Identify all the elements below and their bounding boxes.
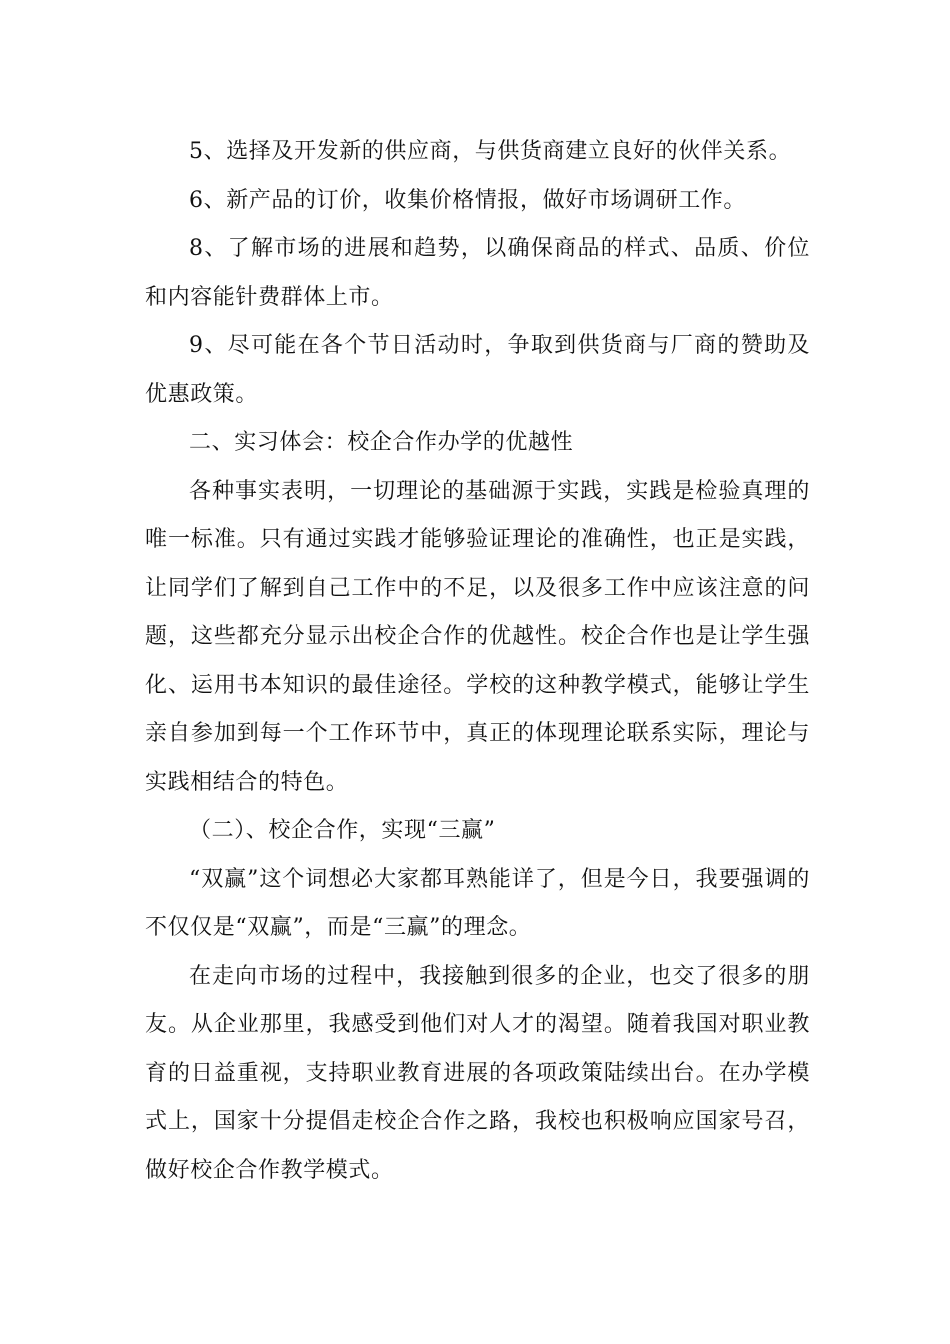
list-item-6: 6、新产品的订价，收集价格情报，做好市场调研工作。 — [189, 187, 746, 213]
document-body — [145, 128, 810, 1195]
list-item-8: 8、了解市场的进展和趋势，以确保商品的样式、品质、价位和内容能针费群体上市。 — [145, 236, 810, 310]
body-paragraph: 在走向市场的过程中，我接触到很多的企业，也交了很多的朋友。从企业那里，我感受到他们对人才的渴望。随着我国对职业教育的日益重视，支持职业教育进展的各项政策陆续出台。在办学模式上，国家十分提倡走校企合作之路，我校也积极响应国家号召，做好校企合作教学模式。 — [145, 963, 810, 1183]
body-paragraph: “双赢”这个词想必大家都耳熟能详了，但是今日，我要强调的不仅仅是“双赢”，而是“三赢”的理念。 — [145, 866, 810, 940]
list-item-9: 9、尽可能在各个节日活动时，争取到供货商与厂商的赞助及优惠政策。 — [145, 333, 810, 407]
body-paragraph: 各种事实表明，一切理论的基础源于实践，实践是检验真理的唯一标准。只有通过实践才能够验证理论的准确性，也正是实践，让同学们了解到自己工作中的不足，以及很多工作中应该注意的问题，这些都充分显示出校企合作的优越性。校企合作也是让学生强化、运用书本知识的最佳途径。学校的这种教学模式，能够让学生亲自参加到每一个工作环节中，真正的体现理论联系实际，理论与实践相结合的特色。 — [145, 478, 810, 795]
subsection-heading: （二）、校企合作，实现“三赢” — [189, 818, 496, 843]
section-heading-2: 二、实习体会：校企合作办学的优越性 — [189, 430, 574, 455]
list-item-5: 5、选择及开发新的供应商，与供货商建立良好的伙伴关系。 — [189, 139, 792, 164]
